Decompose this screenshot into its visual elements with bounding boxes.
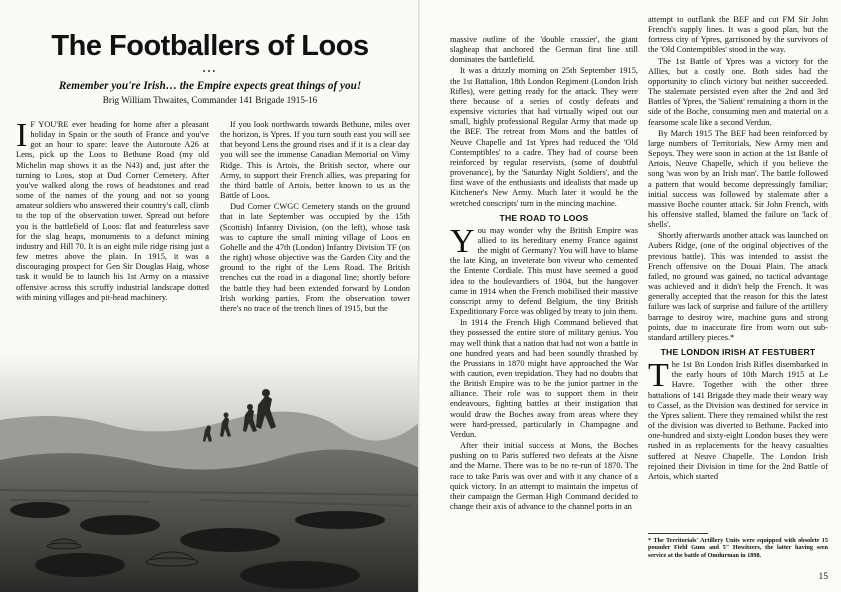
battlefield-photo xyxy=(0,350,420,592)
article-title: The Footballers of Loos xyxy=(51,30,369,62)
article-byline: Brig William Thwaites, Commander 141 Brigade 1915-16 xyxy=(102,95,318,105)
page-number: 15 xyxy=(818,572,828,582)
paragraph xyxy=(648,357,828,482)
title-ornament: ••• xyxy=(202,67,218,76)
paragraph: Dud Corner CWGC Cemetery stands on the ground that in late September was occupied by the 15th (Scottish) Infantry Division, (on the left), whose task was to capture the small mining village of Loos en Gohelle and the 47th (London) Infantry Division TF (on the right) whose objective was the Garden City and the ground to the right of the Lens Road. The British trenches cut the road in a diagonal line; shortly before the battle they had been extended forward by London Irish working parties. From the observation tower there's no trace of the trench lines of 1915, but the xyxy=(220,202,410,313)
paragraph xyxy=(450,222,638,317)
drop-cap: I xyxy=(16,120,28,154)
paragraph: attempt to outflank the BEF and cut FM Sir John French's supply lines. It was a good plan, but the fortress city of Ypres, garrisoned by the survivors of the 'Old Contemptibles' stood in the way. xyxy=(648,15,828,55)
section-heading-road-to-loos: THE ROAD TO LOOS xyxy=(499,212,589,223)
paragraph-text: ou may wonder why the British Empire was allied to its hereditary enemy France against the might of Germany? You will have to blame the late King, an inveterate bon viveur who cemented the Entente Cordiale. This must have seemed a good idea to the boulevardiers of 1904, but the hangover came in 1914 when the French mobilised their massive conscript army to defend Belgium, the tiny British Expeditionary Force was obliged by treaty to join them. xyxy=(450,225,638,317)
right-column-1 xyxy=(450,35,638,583)
right-column-2 xyxy=(648,15,828,535)
section-heading-london-irish: THE LONDON IRISH AT FESTUBERT xyxy=(660,347,816,357)
paragraph: By March 1915 The BEF had been reinforced by large numbers of Territorials, New Army men and Sepoys. They were soon in action at the 1st Battle of Artois, Neuve Chapelle, which if you believe the song 'was won by an Irish man'. The battle followed a pattern that would become depressingly familiar; initial success was followed by stalemate after a massive Boche counter attack. Sir John French, with his offensive stalled, blamed the failure on 'lack of shells'. xyxy=(648,128,828,230)
paragraph: massive outline of the 'double crassier', the giant slagheap that anchored the German first line still dominates the battlefield. xyxy=(450,35,638,65)
left-page xyxy=(0,0,420,592)
paragraph-text: he 1st Bn London Irish Rifles disembarked in the early hours of 10th March 1915 at Le Havre. Together with the other three battalions of 141 Brigade they made their weary way to Cassel, as the Division was destined for service in the Ypres salient. There they remained whilst the rest of the division was diverted to Bethune. Packed into one-hundred and sixty-eight London buses they were rushed in as replacements for the heavy casualties suffered at Neuve Chapelle. The London Irish rejoined their Division in time for the 2nd Battle of Artois, which started xyxy=(648,360,828,481)
left-column-2 xyxy=(220,120,410,340)
intro-paragraph xyxy=(16,120,209,303)
footnote-rule xyxy=(648,533,708,534)
left-column-1 xyxy=(16,120,209,370)
paragraph: If you look northwards towards Bethune, miles over the horizon, is Ypres. If you turn south east you will see that beyond Lens the ground rises and if it is a clear day you will see the immense Canadian Memorial on Vimy Ridge. This is Artois, the British sector, where our Army, to support their French allies, was preparing for the third battle of Artois, better known to us as the Battle of Loos. xyxy=(220,120,410,201)
article-subtitle: Remember you're Irish… the Empire expects great things of you! xyxy=(58,80,362,92)
right-page xyxy=(420,0,841,592)
footnote: * The Territorials' Artillery Units were equipped with obsolete 15 pounder Field Guns and 5" Howitzers, the latter having seen service at the battle of Omdurman in 1898. xyxy=(648,537,828,559)
paragraph: The 1st Battle of Ypres was a victory for the Allies, but a costly one. Both sides had the opportunity to clinch victory but neither succeeded. The stalemate persisted even after the 2nd and 3rd Battles of Ypres, the 'Salient' remaining a thorn in the side of the Boche, consuming men and material on a fearsome scale like a second Verdun. xyxy=(648,56,828,127)
intro-text: F YOU'RE ever heading for home after a pleasant holiday in Spain or the south of France and you've got an hour to spare: leave the Autoroute A26 at Lens, pick up the Loos to Bethune Road (my old Michelin map shows it as the N43) and, just after the turning to Loos, stop at Dud Corner Cemetery. After you've walked along the rows of headstones and read some of the names of the young and not so young amateur soldiers who answered their country's call, climb to the top of the observation tower. Spread out before you is the battlefield of Loos: flat and featureless save for the slag heaps, monuments to a defunct mining industry and Hill 70. It is an eight mile ridge rising just a few metres above the plain. In 1915, it was a discouraging prospect for Gen Sir Douglas Haig, whose task it would be to launch his 1st Army on a massive offensive across this scruffy industrial landscape dotted with mining villages and pit-head machinery. xyxy=(16,120,209,302)
paragraph: After their initial success at Mons, the Boches pushing on to Paris suffered two defeats at the Aisne and the Marne. There was to be no re-run of 1870. The race to take Paris was over and with it any chance of a quick victory. In an attempt to maintain the impetus of their campaign the German High Command decided to change their axis of advance to the channel ports in an xyxy=(450,441,638,512)
paragraph: In 1914 the French High Command believed that they possessed the entire store of military genius. You may well think that a nation that had not won a battle in one hundred years and had been soundly thrashed by the Prussians in 1870 might have approached the War with caution, even trepidation. They had no doubts that the British Empire was to be the junior partner in the alliance. Their role was to support them in their endeavours, fighting battles at their instigation that would draw the Boches away from areas where they were hard-pressed, particularly in Champagne and Verdun. xyxy=(450,318,638,439)
paragraph: It was a drizzly morning on 25th September 1915, the 1st Battalion, 18th London Regiment (London Irish Rifles), were getting ready for the attack. They were there because of a series of costly defeats and expensive victories that had virtually wiped out our small, highly professional Regular Army that made up the BEF. The retreat from Mons and the battles of Neuve Chapelle and 1st Ypres had reduced the 'Old Contemptibles' to a cadre. They had of course been reinforced by regular reservists, (some of doubtful provenance), by the 'Saturday Night Soldiers', and the first wave of the enthusiasts and idealists that made up Kitchener's New Army. Much later it would be the wretched conscripts' turn in the mincing machine. xyxy=(450,66,638,208)
paragraph: Shortly afterwards another attack was launched on Aubers Ridge, (one of the original objectives of the previous battle). This was intended to assist the French offensive on the Douai Plain. The attack failed, no ground was gained, no tactical advantage was achieved and it didn't help the French. It was generally accepted that the reason for this the latest failure was lack of surprise and failure of the artillery barrage to destroy wire, machine guns and strong points, due to inaccurate fire from worn out sub-standard artillery pieces.* xyxy=(648,231,828,342)
drop-cap: T xyxy=(648,357,669,395)
drop-cap: Y xyxy=(450,222,475,260)
